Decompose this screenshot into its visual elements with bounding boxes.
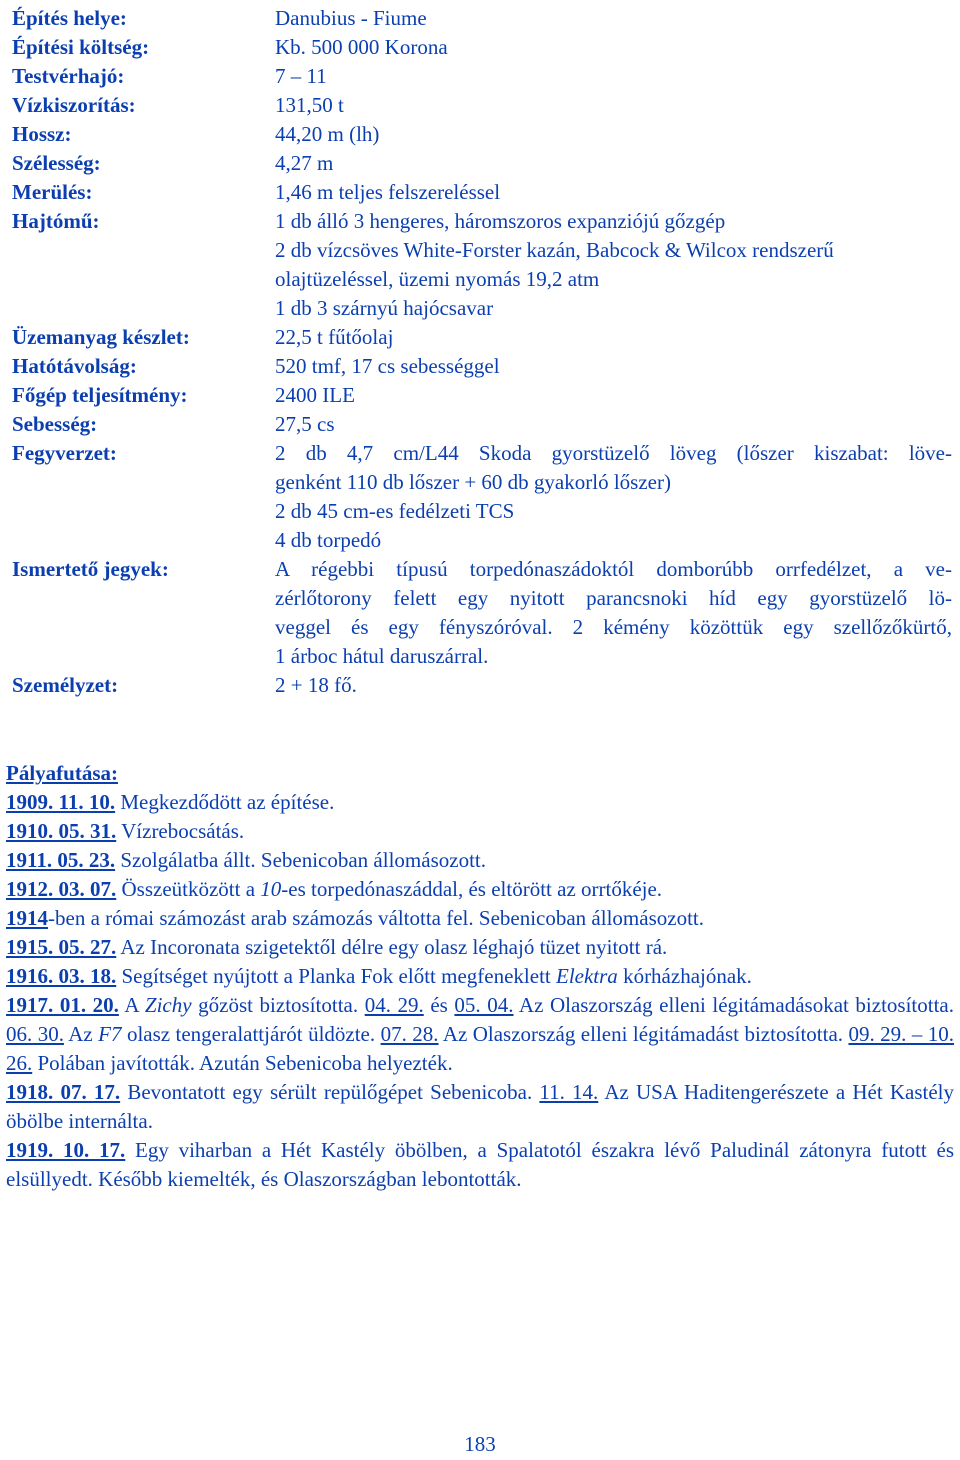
- spec-values: [275, 149, 952, 178]
- spec-label: Építési költség:: [12, 35, 150, 59]
- entry-date: 1911. 05. 23.: [6, 848, 116, 872]
- spec-label: Hossz:: [12, 122, 72, 146]
- entry-text: Összeütközött a: [116, 877, 261, 901]
- spec-values: [275, 439, 952, 555]
- entry-date: 1915. 05. 27.: [6, 935, 117, 959]
- spec-values: [275, 33, 952, 62]
- entry-date: 1912. 03. 07.: [6, 877, 117, 901]
- spec-value-line: 22,5 t fűtőolaj: [275, 325, 394, 349]
- spec-label: Ismertető jegyek:: [12, 557, 169, 581]
- entry-text: Polában javították. Azután Sebenicoba helyezték.: [32, 1051, 453, 1075]
- spec-value-line: Danubius - Fiume: [275, 6, 427, 30]
- spec-value-line: genként 110 db lőszer + 60 db gyakorló lőszer): [275, 470, 671, 494]
- entry-date: 1916. 03. 18.: [6, 964, 117, 988]
- entry-text: olasz tengeralattjárót üldözte.: [121, 1022, 381, 1046]
- entry-subdate: 11. 14.: [539, 1080, 599, 1104]
- entry-date: 1914: [6, 906, 48, 930]
- career-section: [6, 759, 954, 1194]
- career-entry: [6, 962, 954, 991]
- spec-label: Hatótávolság:: [12, 354, 137, 378]
- career-entry: [6, 846, 954, 875]
- spec-row: [12, 555, 952, 671]
- page-number: 183: [464, 1432, 496, 1456]
- entry-text: Az USA Haditengerészete a Hét Kastély öbölbe internálta.: [6, 1080, 954, 1133]
- spec-label: Személyzet:: [12, 673, 119, 697]
- spec-value-line: 4,27 m: [275, 151, 334, 175]
- spec-value-line: 1 db álló 3 hengeres, háromszoros expanziójú gőzgép: [275, 209, 726, 233]
- entry-date: 1910. 05. 31.: [6, 819, 117, 843]
- spec-value-line: A régebbi típusú torpedónaszádoktól domborúbb orrfedélzet, a ve-: [275, 557, 952, 581]
- entry-text: -ben a római számozást arab számozás váltotta fel. Sebenicoban állomásozott.: [48, 906, 704, 930]
- spec-row: [12, 149, 952, 178]
- spec-label: Sebesség:: [12, 412, 98, 436]
- spec-row: [12, 178, 952, 207]
- spec-values: [275, 323, 952, 352]
- career-entry: [6, 817, 954, 846]
- spec-value-line: 2 + 18 fő.: [275, 673, 357, 697]
- career-entry: [6, 904, 954, 933]
- entry-text: Az Incoronata szigetektől délre egy olasz léghajó tüzet nyitott rá.: [116, 935, 668, 959]
- spec-row: [12, 207, 952, 323]
- spec-value-line: olajtüzeléssel, üzemi nyomás 19,2 atm: [275, 267, 600, 291]
- spec-row: [12, 381, 952, 410]
- entry-ship-name: Zichy: [144, 993, 192, 1017]
- spec-values: [275, 207, 952, 323]
- entry-text: Vízrebocsátás.: [116, 819, 245, 843]
- spec-value-line: zérlőtorony felett egy nyitott parancsnoki híd egy gyorstüzelő lö-: [275, 586, 952, 610]
- spec-value-line: 2400 ILE: [275, 383, 355, 407]
- entry-text: Segítséget nyújtott a Planka Fok előtt megfeneklett: [116, 964, 556, 988]
- career-entry: [6, 875, 954, 904]
- entry-text: Az Olaszország elleni légitámadást biztosította.: [438, 1022, 849, 1046]
- entry-date: 1918. 07. 17.: [6, 1080, 121, 1104]
- spec-value-line: 2 db 4,7 cm/L44 Skoda gyorstüzelő löveg (lőszer kiszabat: löve-: [275, 441, 952, 465]
- spec-row: [12, 323, 952, 352]
- spec-row: [12, 352, 952, 381]
- entry-subdate: 06. 30.: [6, 1022, 64, 1046]
- career-entry: [6, 788, 954, 817]
- spec-row: [12, 62, 952, 91]
- spec-values: [275, 352, 952, 381]
- spec-value-line: 520 tmf, 17 cs sebességgel: [275, 354, 500, 378]
- spec-value-line: 7 – 11: [275, 64, 327, 88]
- spec-label: Testvérhajó:: [12, 64, 125, 88]
- entry-text: Egy viharban a Hét Kastély öbölben, a Spalatotól északra lévő Paludinál zátonyra futott és elsüllyedt. Később kiemelték, és Olaszországban lebontották.: [6, 1138, 954, 1191]
- entry-text: gőzöst biztosította.: [191, 993, 365, 1017]
- entry-ship-name: F7: [98, 1022, 122, 1046]
- entry-ship-name: Elektra: [556, 964, 618, 988]
- spec-label: Építés helye:: [12, 6, 127, 30]
- spec-values: [275, 120, 952, 149]
- spec-row: [12, 4, 952, 33]
- spec-values: [275, 555, 952, 671]
- spec-label: Hajtómű:: [12, 209, 100, 233]
- entry-subdate: 04. 29.: [364, 993, 424, 1017]
- spec-value-line: 2 db vízcsöves White-Forster kazán, Babcock & Wilcox rendszerű: [275, 238, 834, 262]
- spec-values: [275, 671, 952, 700]
- entry-text: és: [423, 993, 455, 1017]
- career-entry: [6, 1078, 954, 1136]
- spec-values: [275, 62, 952, 91]
- career-entries: [6, 788, 954, 1194]
- spec-value-line: Kb. 500 000 Korona: [275, 35, 448, 59]
- career-entry: [6, 1136, 954, 1194]
- spec-row: [12, 439, 952, 555]
- spec-label: Merülés:: [12, 180, 93, 204]
- career-entry: [6, 933, 954, 962]
- spec-value-line: veggel és egy fényszóróval. 2 kémény közöttük egy szellőzőkürtő,: [275, 615, 952, 639]
- spec-values: [275, 410, 952, 439]
- spec-label: Üzemanyag készlet:: [12, 325, 190, 349]
- spec-label: Vízkiszorítás:: [12, 93, 136, 117]
- specifications-table: [12, 4, 952, 700]
- entry-text: Az Olaszország elleni légitámadásokat biztosította.: [513, 993, 954, 1017]
- entry-text: Szolgálatba állt. Sebenicoban állomásozott.: [115, 848, 486, 872]
- spec-values: [275, 381, 952, 410]
- entry-text: Bevontatott egy sérült repülőgépet Sebenicoba.: [120, 1080, 540, 1104]
- career-heading: Pályafutása:: [6, 761, 118, 785]
- spec-row: [12, 33, 952, 62]
- entry-ship-name: 10: [260, 877, 282, 901]
- spec-value-line: 1 db 3 szárnyú hajócsavar: [275, 296, 494, 320]
- spec-value-line: 44,20 m (lh): [275, 122, 380, 146]
- spec-values: [275, 178, 952, 207]
- entry-subdate: 07. 28.: [380, 1022, 439, 1046]
- entry-subdate: 09. 29. – 10. 26.: [6, 1022, 955, 1075]
- spec-values: [275, 91, 952, 120]
- spec-value-line: 1,46 m teljes felszereléssel: [275, 180, 501, 204]
- spec-label: Főgép teljesítmény:: [12, 383, 188, 407]
- spec-row: [12, 91, 952, 120]
- entry-date: 1919. 10. 17.: [6, 1138, 126, 1162]
- entry-text: -es torpedónaszáddal, és eltörött az orrtőkéje.: [281, 877, 663, 901]
- spec-value-line: 4 db torpedó: [275, 528, 382, 552]
- spec-values: [275, 4, 952, 33]
- career-entry: [6, 991, 954, 1078]
- spec-row: [12, 410, 952, 439]
- entry-text: kórházhajónak.: [617, 964, 752, 988]
- spec-value-line: 131,50 t: [275, 93, 344, 117]
- entry-text: A: [118, 993, 145, 1017]
- entry-subdate: 05. 04.: [454, 993, 514, 1017]
- spec-value-line: 27,5 cs: [275, 412, 335, 436]
- spec-value-line: 1 árboc hátul daruszárral.: [275, 644, 489, 668]
- entry-date: 1909. 11. 10.: [6, 790, 116, 814]
- spec-row: [12, 671, 952, 700]
- spec-row: [12, 120, 952, 149]
- entry-text: Megkezdődött az építése.: [115, 790, 335, 814]
- spec-value-line: 2 db 45 cm-es fedélzeti TCS: [275, 499, 515, 523]
- spec-label: Fegyverzet:: [12, 441, 117, 465]
- entry-text: Az: [63, 1022, 99, 1046]
- spec-label: Szélesség:: [12, 151, 101, 175]
- entry-date: 1917. 01. 20.: [6, 993, 119, 1017]
